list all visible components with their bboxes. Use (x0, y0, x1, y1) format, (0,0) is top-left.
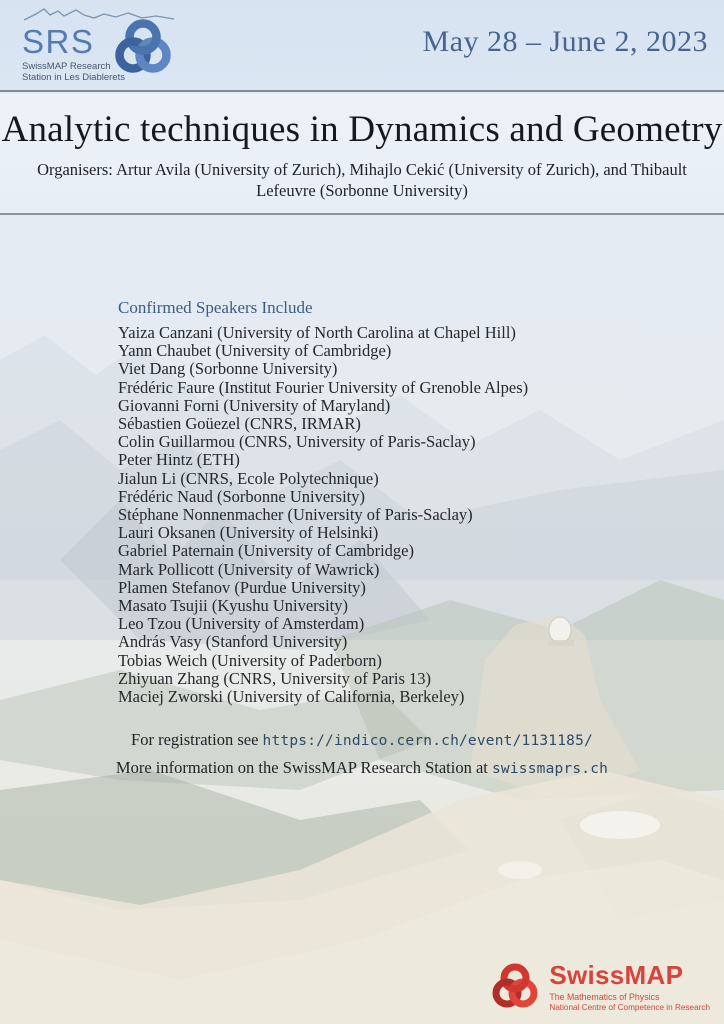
organisers-text (0, 160, 724, 201)
organisers-line2: Lefeuvre (Sorbonne University) (256, 180, 468, 200)
speaker-item: Leo Tzou (University of Amsterdam) (118, 614, 365, 634)
srs-subtitle-line2: Station in Les Diablerets (22, 72, 125, 84)
speaker-item: Sébastien Goüezel (CNRS, IRMAR) (118, 414, 361, 434)
speaker-item: Colin Guillarmou (CNRS, University of Paris-Saclay) (118, 432, 476, 452)
speaker-item: Gabriel Paternain (University of Cambridge) (118, 541, 414, 561)
speaker-item: Maciej Zworski (University of California, Berkeley) (118, 687, 465, 707)
speakers-heading: Confirmed Speakers Include (118, 298, 313, 317)
srs-subtitle-line1: SwissMAP Research (22, 61, 111, 72)
swissmap-logo (490, 960, 710, 1014)
registration-prefix: For registration see (131, 730, 263, 749)
speaker-item: Jialun Li (CNRS, Ecole Polytechnique) (118, 468, 379, 488)
speaker-item: Lauri Oksanen (University of Helsinki) (118, 523, 379, 543)
header-band (0, 0, 724, 92)
speaker-item: Yann Chaubet (University of Cambridge) (118, 341, 392, 361)
speaker-item: Mark Pollicott (University of Wawrick) (118, 559, 380, 579)
title-band (0, 94, 724, 215)
speaker-item: Frédéric Naud (Sorbonne University) (118, 486, 365, 506)
srs-acronym: SRS (22, 23, 95, 60)
more-info-prefix: More information on the SwissMAP Research Station at (115, 758, 492, 777)
trefoil-knot-icon (112, 14, 174, 80)
speaker-item: Plamen Stefanov (Purdue University) (118, 577, 366, 597)
swissmap-trefoil-knot-icon (490, 960, 540, 1014)
speakers-list (118, 324, 528, 706)
speaker-item: Giovanni Forni (University of Maryland) (118, 395, 391, 415)
registration-line (0, 730, 724, 750)
swissmap-name: SwissMAP (549, 960, 684, 991)
more-info-line (0, 758, 724, 778)
speaker-item: Yaiza Canzani (University of North Carolina at Chapel Hill) (118, 323, 516, 342)
speaker-item: Zhiyuan Zhang (CNRS, University of Paris 13) (118, 668, 432, 688)
page-title: Analytic techniques in Dynamics and Geometry (1, 109, 723, 150)
registration-url-link[interactable]: https://indico.cern.ch/event/1131185/ (262, 733, 593, 749)
speaker-item: Frédéric Faure (Institut Fourier University of Grenoble Alpes) (118, 377, 529, 397)
swissmaprs-url-link[interactable]: swissmaprs.ch (492, 761, 609, 777)
speaker-item: Peter Hintz (ETH) (118, 450, 240, 470)
speaker-item: Tobias Weich (University of Paderborn) (118, 650, 382, 670)
organisers-line1: Organisers: Artur Avila (University of Zurich), Mihajlo Cekić (University of Zurich), and Thibault (37, 160, 687, 179)
speaker-item: Stéphane Nonnenmacher (University of Paris-Saclay) (118, 505, 473, 525)
swissmap-tagline2: National Centre of Competence in Research (549, 1002, 710, 1012)
swissmap-text-block (549, 962, 710, 1011)
speaker-item: Masato Tsujii (Kyushu University) (118, 596, 348, 616)
swissmap-tagline1: The Mathematics of Physics (549, 991, 660, 1002)
speaker-item: András Vasy (Stanford University) (118, 632, 348, 652)
event-dates: May 28 – June 2, 2023 (422, 25, 708, 58)
speaker-item: Viet Dang (Sorbonne University) (118, 359, 338, 379)
